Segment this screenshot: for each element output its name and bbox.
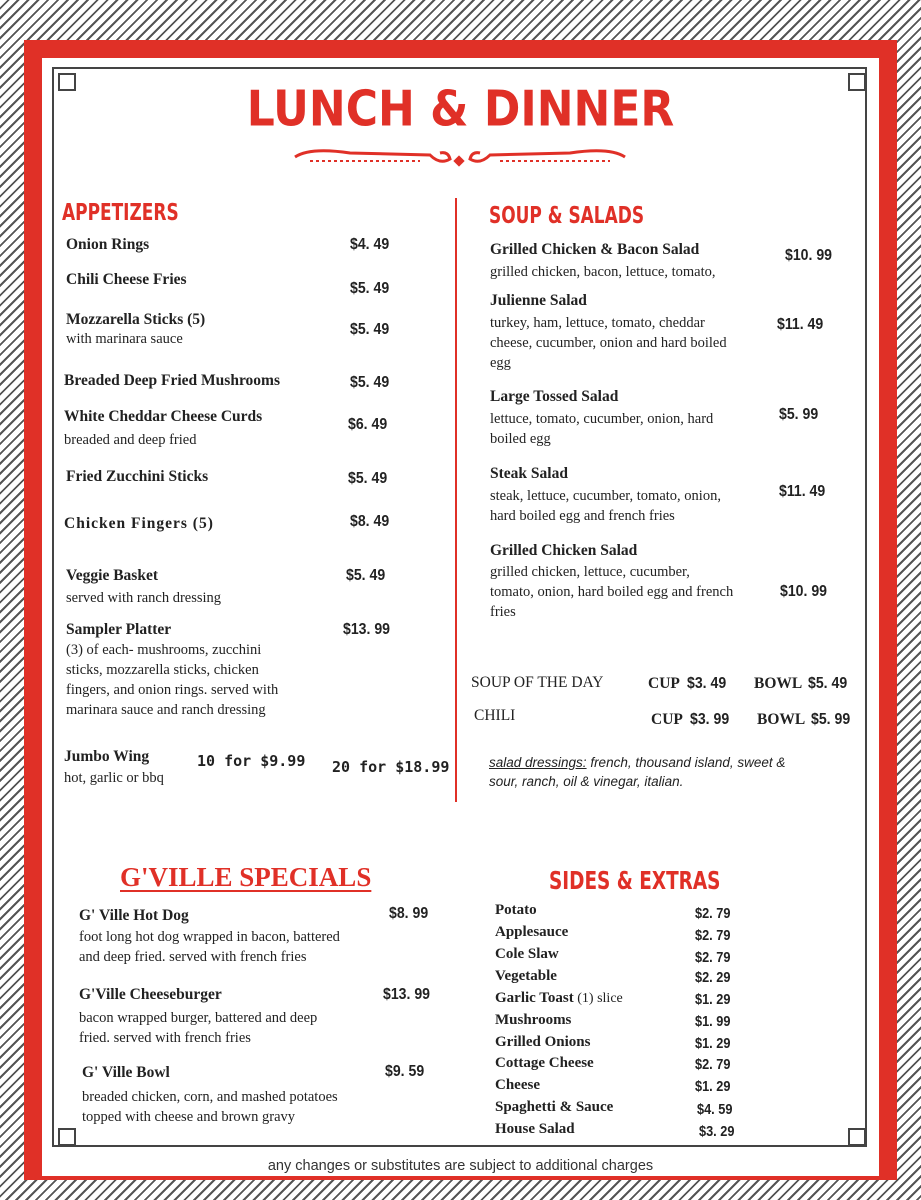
gc-desc-2: tomato, onion, hard boiled egg and french [490, 584, 734, 600]
zucchini-price: $5. 49 [348, 470, 388, 487]
julienne-desc-1: turkey, ham, lettuce, tomato, cheddar [490, 315, 705, 331]
side-item: Cheese [495, 1077, 540, 1093]
corner-ornament [848, 1128, 866, 1146]
steak-desc-1: steak, lettuce, cucumber, tomato, onion, [490, 488, 721, 504]
sotd-cup-label: CUP [648, 675, 680, 692]
gcb-price: $10. 99 [785, 247, 832, 264]
side-price: $2. 79 [695, 927, 731, 944]
sampler-desc-4: marinara sauce and ranch dressing [66, 702, 266, 718]
chili-bowl-label: BOWL [757, 711, 806, 728]
chili-cup-label: CUP [651, 711, 683, 728]
side-item: Vegetable [495, 968, 557, 984]
wing-price-10: 10 for $9.99 [197, 752, 306, 770]
sampler-desc-3: fingers, and onion rings. served with [66, 682, 279, 698]
gc-price: $10. 99 [780, 583, 827, 600]
sotd-cup-price: $3. 49 [687, 675, 727, 692]
side-price: $3. 29 [699, 1123, 735, 1140]
julienne-desc-2: cheese, cucumber, onion and hard boiled [490, 335, 727, 351]
sotd-bowl-label: BOWL [754, 675, 803, 692]
chili-fries-name: Chili Cheese Fries [66, 271, 187, 288]
hotdog-name: G' Ville Hot Dog [79, 907, 189, 924]
wing-price-20: 20 for $18.99 [332, 758, 450, 776]
burger-desc-1: bacon wrapped burger, battered and deep [79, 1010, 318, 1026]
hotdog-price: $8. 99 [389, 905, 429, 922]
hotdog-desc-1: foot long hot dog wrapped in bacon, battered [79, 929, 340, 945]
side-price: $4. 59 [697, 1101, 733, 1118]
tossed-desc-1: lettuce, tomato, cucumber, onion, hard [490, 411, 714, 427]
side-price: $2. 79 [695, 1056, 731, 1073]
veggie-price: $5. 49 [346, 567, 386, 584]
side-item: Spaghetti & Sauce [495, 1099, 614, 1115]
sampler-price: $13. 99 [343, 621, 390, 638]
julienne-name: Julienne Salad [490, 292, 587, 309]
zucchini-name: Fried Zucchini Sticks [66, 468, 209, 485]
title-ornament [290, 145, 630, 177]
mozz-desc: with marinara sauce [66, 331, 183, 347]
side-item [495, 990, 623, 1007]
chili-cup-price: $3. 99 [690, 711, 730, 728]
curds-name: White Cheddar Cheese Curds [64, 408, 263, 425]
onion-rings-name: Onion Rings [66, 236, 150, 253]
tossed-price: $5. 99 [779, 406, 819, 423]
wing-desc: hot, garlic or bbq [64, 770, 164, 786]
column-divider [455, 198, 457, 802]
curds-desc: breaded and deep fried [64, 432, 197, 448]
sampler-desc-2: sticks, mozzarella sticks, chicken [66, 662, 259, 678]
curds-price: $6. 49 [348, 416, 388, 433]
dressings-line-1: french, thousand island, sweet & [586, 755, 786, 770]
gc-name: Grilled Chicken Salad [490, 542, 638, 559]
side-item: Applesauce [495, 924, 569, 940]
side-price: $1. 99 [695, 1013, 731, 1030]
side-price: $2. 79 [695, 905, 731, 922]
side-price: $1. 29 [695, 1078, 731, 1095]
bowl-name: G' Ville Bowl [82, 1064, 170, 1081]
steak-name: Steak Salad [490, 465, 568, 482]
footer-note: any changes or substitutes are subject to additional charges [267, 1158, 654, 1174]
tossed-desc-2: boiled egg [490, 431, 551, 447]
side-price: $1. 29 [695, 1035, 731, 1052]
bowl-desc-1: breaded chicken, corn, and mashed potatoes [82, 1089, 338, 1105]
side-item-note: (1) slice [573, 991, 623, 1006]
sampler-desc-1: (3) of each- mushrooms, zucchini [66, 642, 262, 658]
chili-name: CHILI [474, 707, 516, 724]
gcb-name: Grilled Chicken & Bacon Salad [490, 241, 700, 258]
gc-desc-1: grilled chicken, lettuce, cucumber, [490, 564, 690, 580]
tossed-name: Large Tossed Salad [490, 388, 619, 405]
side-price: $2. 29 [695, 969, 731, 986]
appetizers-heading: APPETIZERS [62, 200, 179, 226]
burger-price: $13. 99 [383, 986, 430, 1003]
specials-heading: G'VILLE SPECIALS [120, 862, 372, 892]
side-item: Cottage Cheese [495, 1055, 594, 1071]
side-item: Potato [495, 902, 537, 918]
side-price: $2. 79 [695, 949, 731, 966]
side-item: House Salad [495, 1121, 575, 1137]
side-item: Cole Slaw [495, 946, 559, 962]
mushrooms-price: $5. 49 [350, 374, 390, 391]
page-title: LUNCH & DINNER [246, 80, 675, 139]
mushrooms-name: Breaded Deep Fried Mushrooms [64, 372, 280, 389]
corner-ornament [58, 1128, 76, 1146]
sides-heading: SIDES & EXTRAS [549, 866, 721, 895]
mozz-price: $5. 49 [350, 321, 390, 338]
mozz-name: Mozzarella Sticks (5) [66, 311, 206, 328]
burger-name: G'Ville Cheeseburger [79, 986, 222, 1003]
hotdog-desc-2: and deep fried. served with french fries [79, 949, 307, 965]
wing-name: Jumbo Wing [64, 748, 150, 765]
side-item: Grilled Onions [495, 1034, 591, 1050]
veggie-name: Veggie Basket [66, 567, 158, 584]
steak-price: $11. 49 [779, 483, 826, 500]
sotd-bowl-price: $5. 49 [808, 675, 848, 692]
fingers-name: Chicken Fingers (5) [64, 515, 214, 532]
burger-desc-2: fried. served with french fries [79, 1030, 251, 1046]
fingers-price: $8. 49 [350, 513, 390, 530]
soup-salads-heading: SOUP & SALADS [489, 203, 645, 229]
chili-bowl-price: $5. 99 [811, 711, 851, 728]
bowl-desc-2: topped with cheese and brown gravy [82, 1109, 296, 1125]
bowl-price: $9. 59 [385, 1063, 425, 1080]
side-item-name: Garlic Toast [495, 990, 574, 1006]
steak-desc-2: hard boiled egg and french fries [490, 508, 675, 524]
side-item: Mushrooms [495, 1012, 572, 1028]
sotd-name: SOUP OF THE DAY [471, 674, 604, 691]
side-price: $1. 29 [695, 991, 731, 1008]
salad-dressings [489, 753, 859, 791]
veggie-desc: served with ranch dressing [66, 590, 222, 606]
gcb-desc: grilled chicken, bacon, lettuce, tomato, [490, 264, 716, 280]
julienne-desc-3: egg [490, 355, 511, 371]
sampler-name: Sampler Platter [66, 621, 172, 638]
gc-desc-3: fries [490, 604, 516, 620]
onion-rings-price: $4. 49 [350, 236, 390, 253]
dressings-label: salad dressings: [489, 755, 587, 770]
chili-fries-price: $5. 49 [350, 280, 390, 297]
julienne-price: $11. 49 [777, 316, 824, 333]
dressings-line-2: sour, ranch, oil & vinegar, italian. [489, 774, 684, 789]
